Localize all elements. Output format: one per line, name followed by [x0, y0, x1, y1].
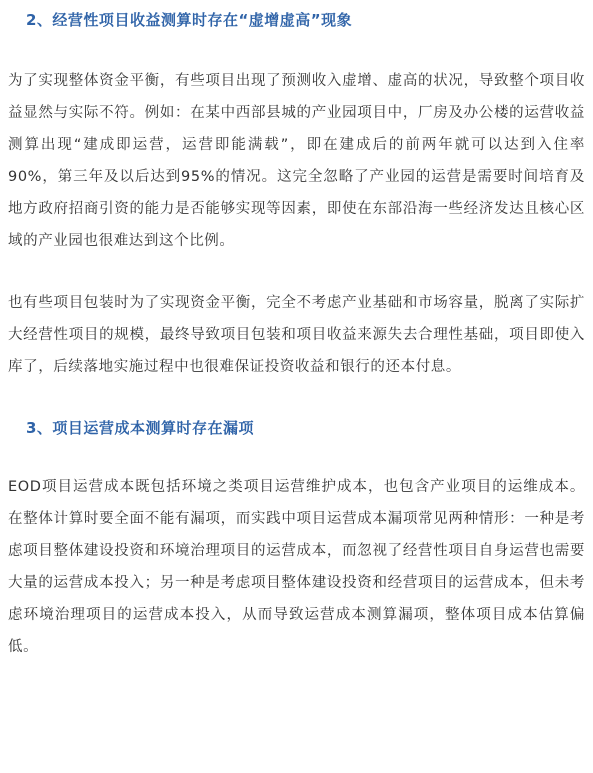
section-2-heading: 2、经营性项目收益测算时存在“虚增虚高”现象: [26, 11, 353, 29]
section-2-paragraph-1: 为了实现整体资金平衡，有些项目出现了预测收入虚增、虚高的状况，导致整个项目收益显然与实际不符。例如：在某中西部县城的产业园项目中，厂房及办公楼的运营收益测算出现“建成即运营，运营即能满载”，即在建成后的前两年就可以达到入住率90%，第三年及以后达到95%的情况。这完全忽略了产业园的运营是需要时间培育及地方政府招商引资的能力是否能够实现等因素，即使在东部沿海一些经济发达且核心区域的产业园也很难达到这个比例。: [8, 73, 585, 249]
section-3-paragraph-1: EOD项目运营成本既包括环境之类项目运营维护成本，也包含产业项目的运维成本。在整体计算时要全面不能有漏项，而实践中项目运营成本漏项常见两种情形：一种是考虑项目整体建设投资和环境治理项目的运营成本，而忽视了经营性项目自身运营也需要大量的运营成本投入；另一种是考虑项目整体建设投资和经营项目的运营成本，但未考虑环境治理项目的运营成本投入，从而导致运营成本测算漏项，整体项目成本估算偏低。: [8, 479, 585, 655]
section-3-heading: 3、项目运营成本测算时存在漏项: [26, 419, 254, 437]
section-2-paragraph-2: 也有些项目包装时为了实现资金平衡，完全不考虑产业基础和市场容量，脱离了实际扩大经营性项目的规模，最终导致项目包装和项目收益来源失去合理性基础，项目即使入库了，后续落地实施过程中也很难保证投资收益和银行的还本付息。: [8, 295, 585, 375]
